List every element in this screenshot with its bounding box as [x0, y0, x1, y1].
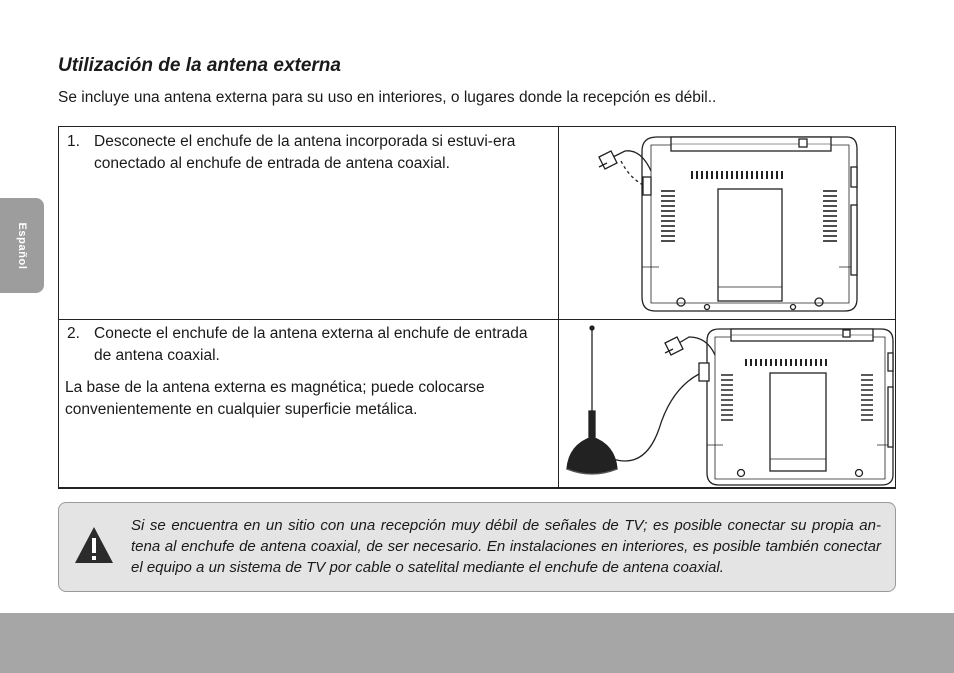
section-intro: Se incluye una antena externa para su uso en interiores, o lugares donde la recepción es débil.. — [58, 89, 717, 106]
tv-back-unplugged-illustration — [559, 127, 895, 319]
step-2-note: La base de la antena externa es magnética; puede colocarse convenientemente en cualquier superficie metálica. — [65, 379, 485, 418]
step-2-number: 2. — [67, 325, 80, 342]
steps-table — [58, 126, 896, 489]
warning-text: Si se encuentra en un sitio con una recepción muy débil de señales de TV; es posible conectar su propia an-tena al enchufe de antena coaxial, de ser necesario. En instalaciones en interiores, es posible también conectar el equipo a un sistema de TV por cable o satelital mediante el enchufe de antena coaxial. — [131, 517, 881, 576]
step-1-number: 1. — [67, 133, 80, 150]
warning-triangle-icon — [73, 525, 115, 565]
step-row-2 — [59, 319, 895, 488]
footer-bar — [0, 613, 954, 673]
warning-box — [58, 502, 896, 592]
step-1-illustration — [559, 127, 895, 319]
language-tab — [0, 198, 44, 293]
tv-external-antenna-illustration — [559, 319, 895, 488]
language-tab-label: Español — [16, 222, 28, 270]
step-2 — [67, 323, 547, 367]
step-2-text-cell — [59, 319, 559, 488]
step-2-illustration — [559, 319, 895, 488]
step-1-text-cell — [59, 127, 559, 319]
step-2-text: Conecte el enchufe de la antena externa al enchufe de entrada de antena coaxial. — [94, 325, 528, 364]
step-1-text: Desconecte el enchufe de la antena incorporada si estuvi-era conectado al enchufe de entrada de antena coaxial. — [94, 133, 516, 172]
step-1 — [67, 131, 547, 175]
step-row-1 — [59, 127, 895, 320]
section-title: Utilización de la antena externa — [58, 55, 341, 76]
